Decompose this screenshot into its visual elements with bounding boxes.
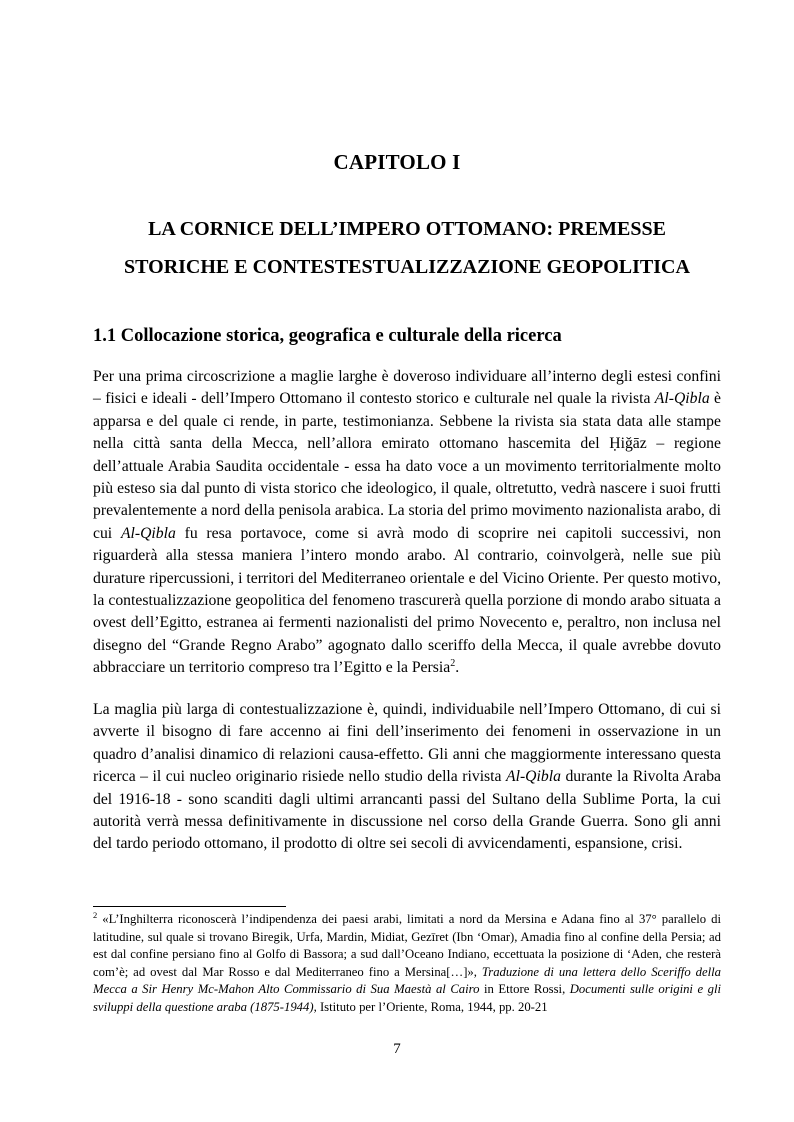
paragraph-1-text-d: . xyxy=(455,659,460,677)
chapter-heading: CAPITOLO I xyxy=(333,150,461,174)
footnote-number: 2 xyxy=(93,909,98,920)
footnote-book-title: Documenti sulle origini e gli sviluppi della questione araba (1875-1944), xyxy=(93,982,721,1014)
footnote-separator xyxy=(93,906,286,907)
section-heading: 1.1 Collocazione storica, geografica e culturale della ricerca xyxy=(93,326,562,346)
paragraph-1 xyxy=(93,366,721,680)
chapter-title xyxy=(60,210,754,286)
journal-name-italic: Al-Qibla xyxy=(654,390,710,408)
paragraph-1-text-c: fu resa portavoce, come si avrà modo di scoprire nei capitoli successivi, non riguarderà alla stessa maniera l’intero mondo arabo. Al contrario, coinvolgerà, nelle sue più durature ripercussioni, i territori del Mediterraneo orientale e del Vicino Oriente. Per questo motivo, la contestualizzazione geopolitica del fenomeno trascurerà quella porzione di mondo arabo situata a ovest dell’Egitto, estranea ai fermenti nazionalisti del primo Novecento e, peraltro, non inclusa nel disegno del “Grande Regno Arabo” agognato dallo sceriffo della Mecca, il quale avrebbe dovuto abbracciare un territorio compreso tra l’Egitto e la Persia xyxy=(93,524,721,677)
paragraph-2 xyxy=(93,699,721,856)
journal-name-italic: Al-Qibla xyxy=(120,524,176,542)
footnote-text-b: in Ettore Rossi, xyxy=(479,982,570,997)
footnote-text-c: Istituto per l’Oriente, Roma, 1944, pp. 20-21 xyxy=(316,999,548,1014)
chapter-title-line-1: LA CORNICE DELL’IMPERO OTTOMANO: PREMESSE xyxy=(148,218,666,240)
footnote-letter-title: Traduzione di una lettera dello Sceriffo della Mecca a Sir Henry Mc-Mahon Alto Commissario di Sua Maestà al Cairo xyxy=(93,964,721,997)
paragraph-2-text-b: durante la Rivolta Araba del 1916-18 - sono scanditi dagli ultimi arrancanti passi del Sultano della Sublime Porta, la cui autorità verrà messa definitivamente in discussione nel corso della Grande Guerra. Sono gli anni del tardo periodo ottomano, il prodotto di oltre sei secoli di avvicendamenti, espansione, crisi. xyxy=(93,768,722,853)
paragraph-1-text-a: Per una prima circoscrizione a maglie larghe è doveroso individuare all’interno degli estesi confini – fisici e ideali - dell’Impero Ottomano il contesto storico e culturale nel quale la rivista xyxy=(93,368,721,408)
page-number: 7 xyxy=(393,1041,401,1057)
paragraph-2-text-a: La maglia più larga di contestualizzazione è, quindi, individuabile nell’Impero Ottomano, di cui si avverte il bisogno di fare accenno ai fini dell’inserimento dei fenomeni in osservazione in un quadro d’analisi dinamico di relazioni causa-effetto. Gli anni che maggiormente interessano questa ricerca – il cui nucleo originario risiede nello studio della rivista xyxy=(93,701,721,786)
footnote-reference[interactable]: 2 xyxy=(450,658,456,670)
footnote xyxy=(93,911,721,1017)
chapter-title-line-2: STORICHE E CONTESTESTUALIZZAZIONE GEOPOLITICA xyxy=(124,256,690,278)
journal-name-italic: Al-Qibla xyxy=(506,768,561,786)
paragraph-1-text-b: è apparsa e del quale ci rende, in parte, testimonianza. Sebbene la rivista sia stata data alle stampe nella città santa della Mecca, nell’allora emirato ottomano hascemita del Ḥiǧāz – regione dell’attuale Arabia Saudita occidentale - essa ha dato voce a un movimento territorialmente molto più esteso sia dal punto di vista storico che ideologico, il quale, oltretutto, vedrà nascere i suoi frutti prevalentemente a nord della penisola arabica. La storia del primo movimento nazionalista arabo, di cui xyxy=(93,390,721,542)
footnote-text-a: «L’Inghilterra riconoscerà l’indipendenza dei paesi arabi, limitati a nord da Mersina e Adana fino al 37° parallelo di latitudine, sul quale si trovano Biregik, Urfa, Mardin, Midiat, Gezīret (Ibn ‘Omar), Amadia fino al confine della Persia; ad est dal confine persiano fino al Golfo di Bassora; a sud dall’Oceano Indiano, eccettuata la posizione di ‘Aden, che resterà com’è; ad ovest dal Mar Rosso e dal Mediterraneo fino a Mersina[…]», xyxy=(93,912,721,979)
